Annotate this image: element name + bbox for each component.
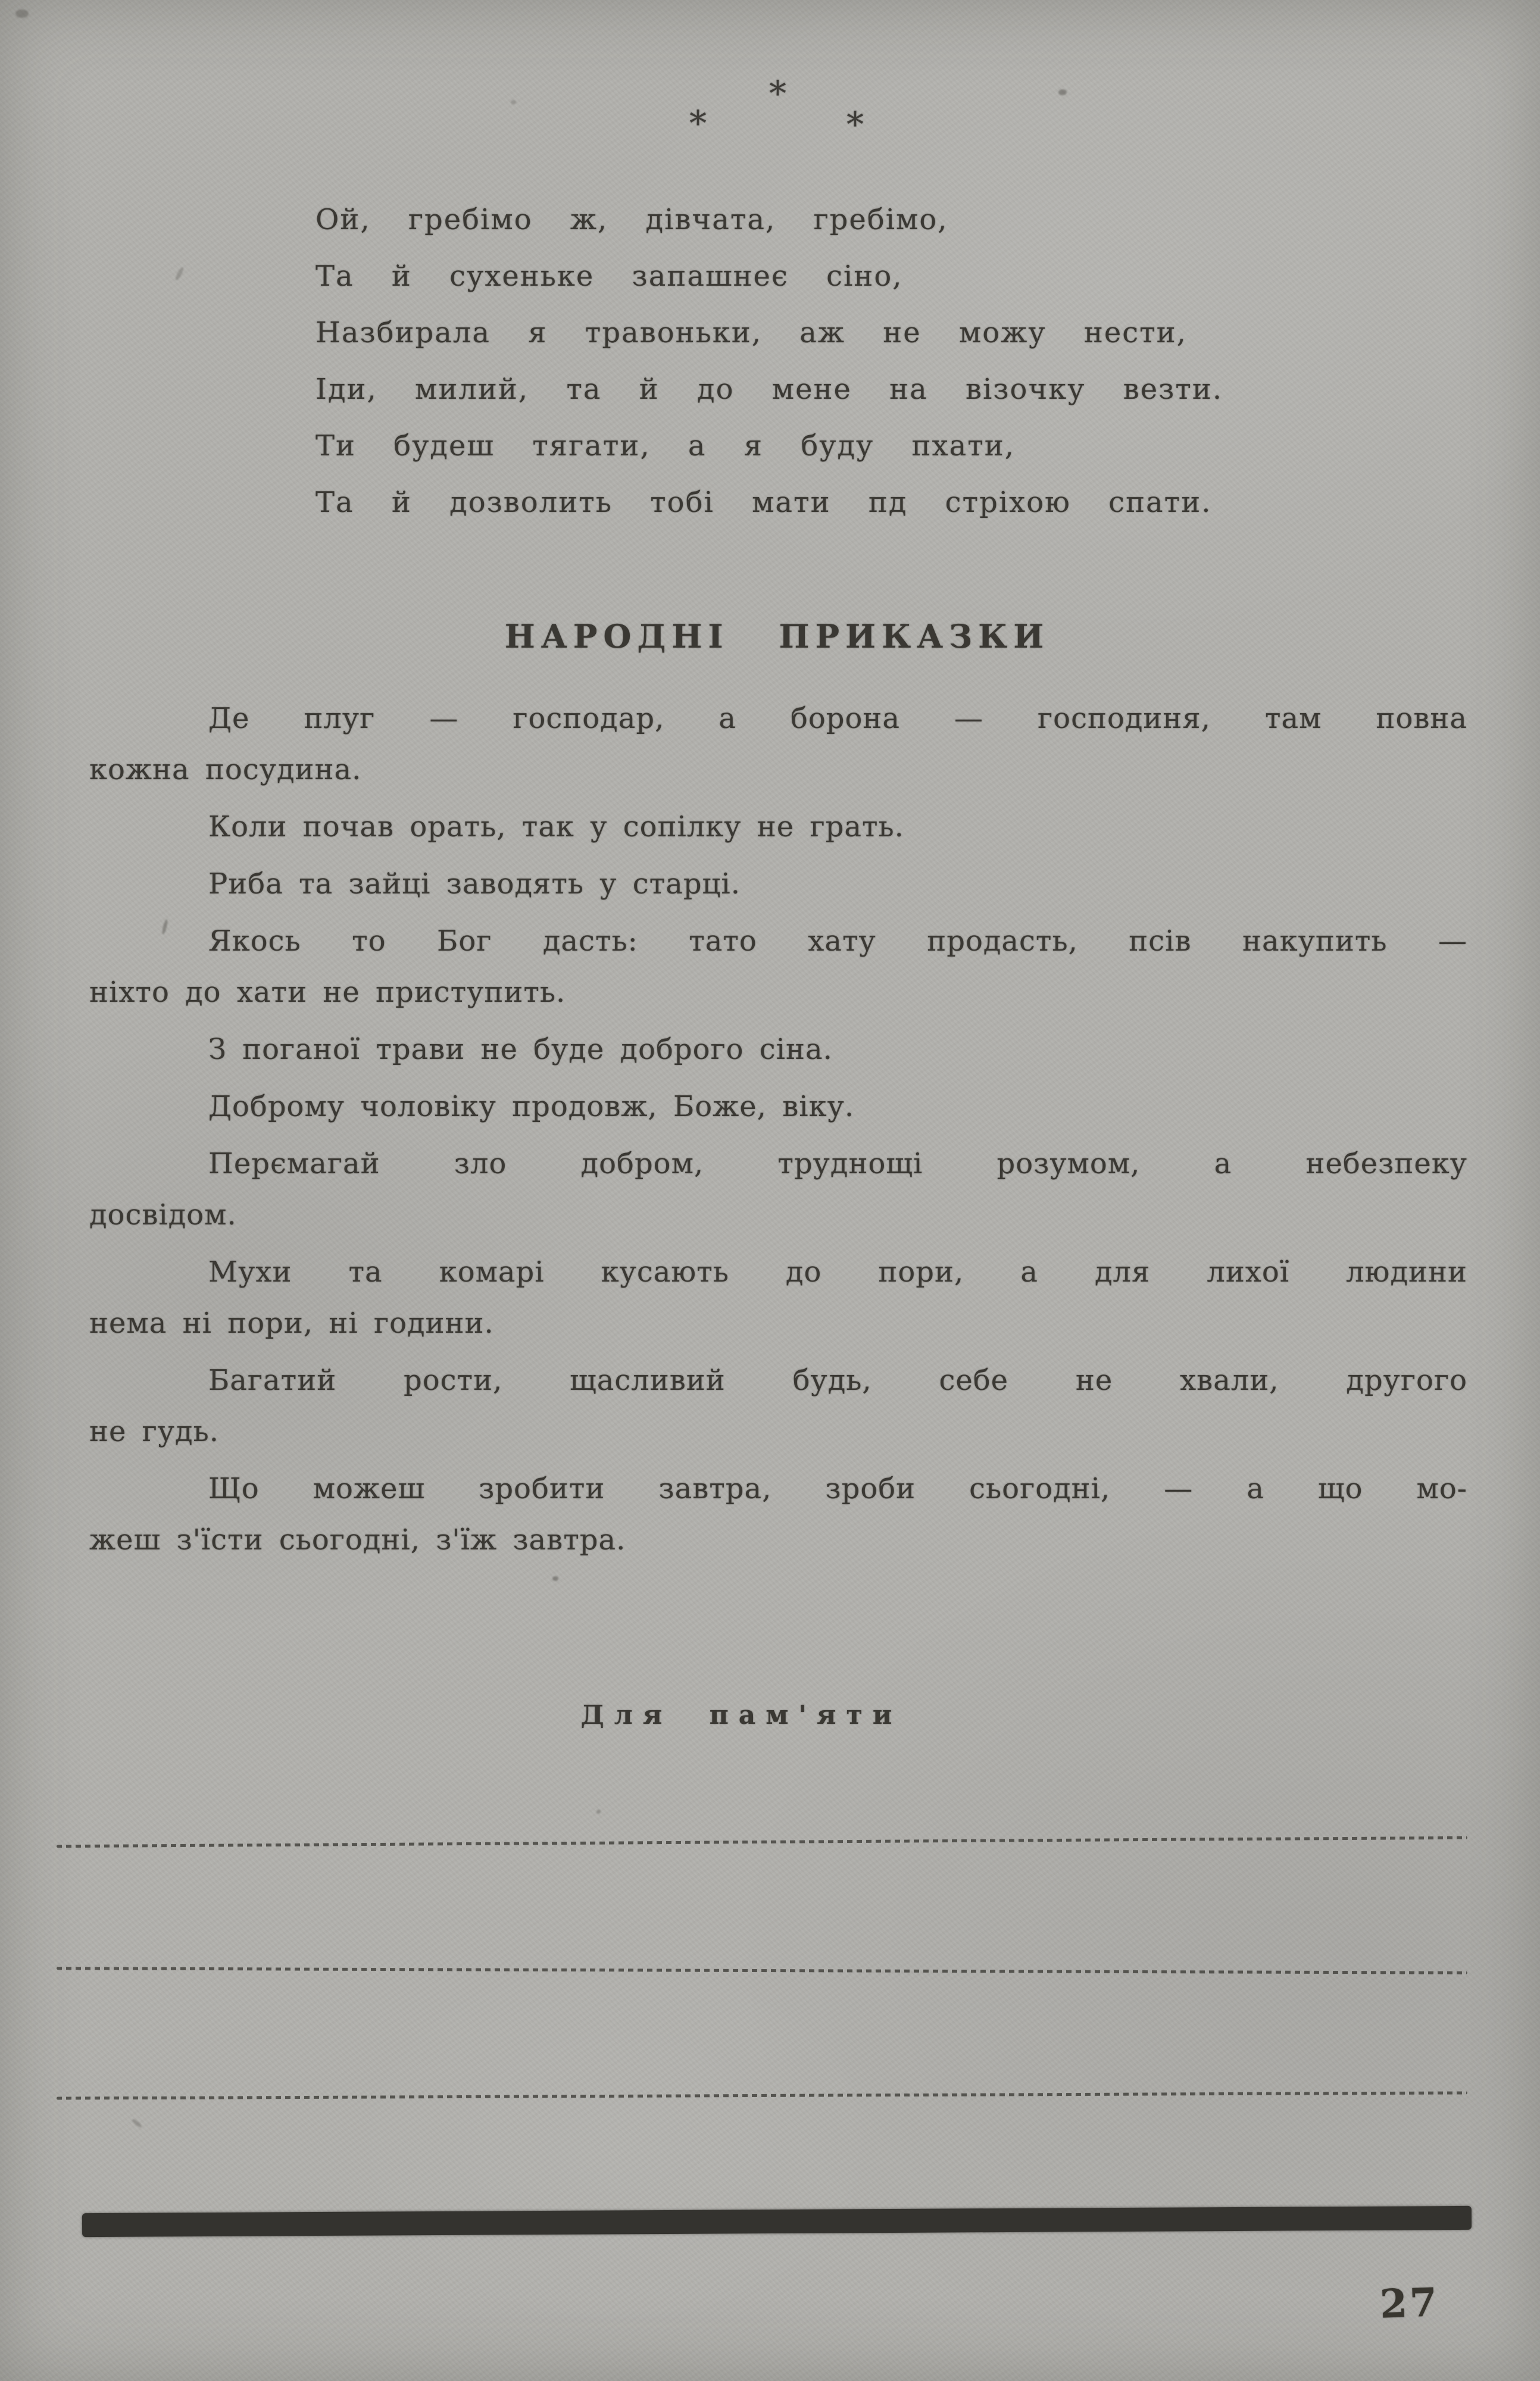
saying-paragraph xyxy=(89,1463,1467,1566)
saying-line: не гудь. xyxy=(89,1415,219,1448)
saying-paragraph xyxy=(89,858,1467,910)
saying-paragraph xyxy=(89,1024,1467,1075)
paper-speck xyxy=(552,1576,558,1581)
asterisk-icon: * xyxy=(689,103,707,143)
sayings-list xyxy=(89,693,1467,1571)
asterisk-icon: * xyxy=(846,104,864,145)
saying-line: Мухи та комарі кусають до пори, а для лихої людини xyxy=(208,1255,1467,1289)
saying-line: Де плуг — господар, а борона — господиня, там повна xyxy=(208,702,1467,735)
saying-line: Доброму чоловіку продовж, Боже, віку. xyxy=(208,1090,855,1123)
saying-paragraph xyxy=(89,1246,1467,1349)
poem-line: Ой, гребімо ж, дівчата, гребімо, xyxy=(316,203,948,236)
poem-line: Та й сухеньке запашнеє сіно, xyxy=(316,260,903,293)
asterisk-icon: * xyxy=(769,73,786,114)
section-title: НАРОДНІ ПРИКАЗКИ xyxy=(504,617,1050,655)
saying-line: кожна посудина. xyxy=(89,753,362,786)
saying-paragraph xyxy=(89,693,1467,795)
poem-line: Іди, милий, та й до мене на візочку везти. xyxy=(316,373,1223,406)
saying-paragraph xyxy=(89,1138,1467,1241)
saying-paragraph xyxy=(89,801,1467,852)
saying-paragraph xyxy=(89,915,1467,1018)
memo-ruled-line xyxy=(57,1967,1467,1974)
memo-title: Для пам'яти xyxy=(580,1700,902,1730)
poem-line: Та й дозволить тобі мати пд стріхою спати. xyxy=(316,486,1212,519)
folk-song-poem xyxy=(316,192,1223,531)
paper-speck xyxy=(1058,89,1067,95)
paper-speck xyxy=(15,10,29,18)
saying-line: Багатий рости, щасливий будь, себе не хвали, другого xyxy=(208,1364,1467,1397)
saying-paragraph xyxy=(89,1355,1467,1457)
saying-line: ніхто до хати не приступить. xyxy=(89,976,566,1009)
saying-line: Якось то Бог дасть: тато хату продасть, псів накупить — xyxy=(208,924,1467,958)
memo-ruled-line xyxy=(57,2091,1467,2099)
saying-paragraph xyxy=(89,1081,1467,1132)
asterisk-ornament xyxy=(0,0,1540,179)
saying-line: жеш з'їсти сьогодні, з'їж завтра. xyxy=(89,1523,626,1557)
paper-speck xyxy=(174,267,185,281)
footer-rule xyxy=(82,2206,1472,2237)
saying-line: нема ні пори, ні години. xyxy=(89,1307,494,1340)
saying-line: Коли почав орать, так у сопілку не грать. xyxy=(208,810,904,843)
paper-speck xyxy=(596,1810,601,1814)
saying-line: Риба та зайці заводять у старці. xyxy=(208,867,741,901)
memo-ruled-line xyxy=(57,1836,1467,1848)
paper-speck xyxy=(131,2118,142,2128)
saying-line: З поганої трави не буде доброго сіна. xyxy=(208,1033,833,1066)
saying-line: Що можеш зробити завтра, зроби сьогодні, — а що мо- xyxy=(208,1472,1467,1505)
saying-line: досвідом. xyxy=(89,1198,237,1232)
page-number: 27 xyxy=(1379,2279,1441,2327)
poem-line: Ти будеш тягати, а я буду пхати, xyxy=(316,429,1016,463)
saying-line: Перємагай зло добром, труднощі розумом, а небезпеку xyxy=(208,1147,1467,1180)
paper-speck xyxy=(511,100,516,104)
poem-line: Назбирала я травоньки, аж не можу нести, xyxy=(316,316,1187,349)
